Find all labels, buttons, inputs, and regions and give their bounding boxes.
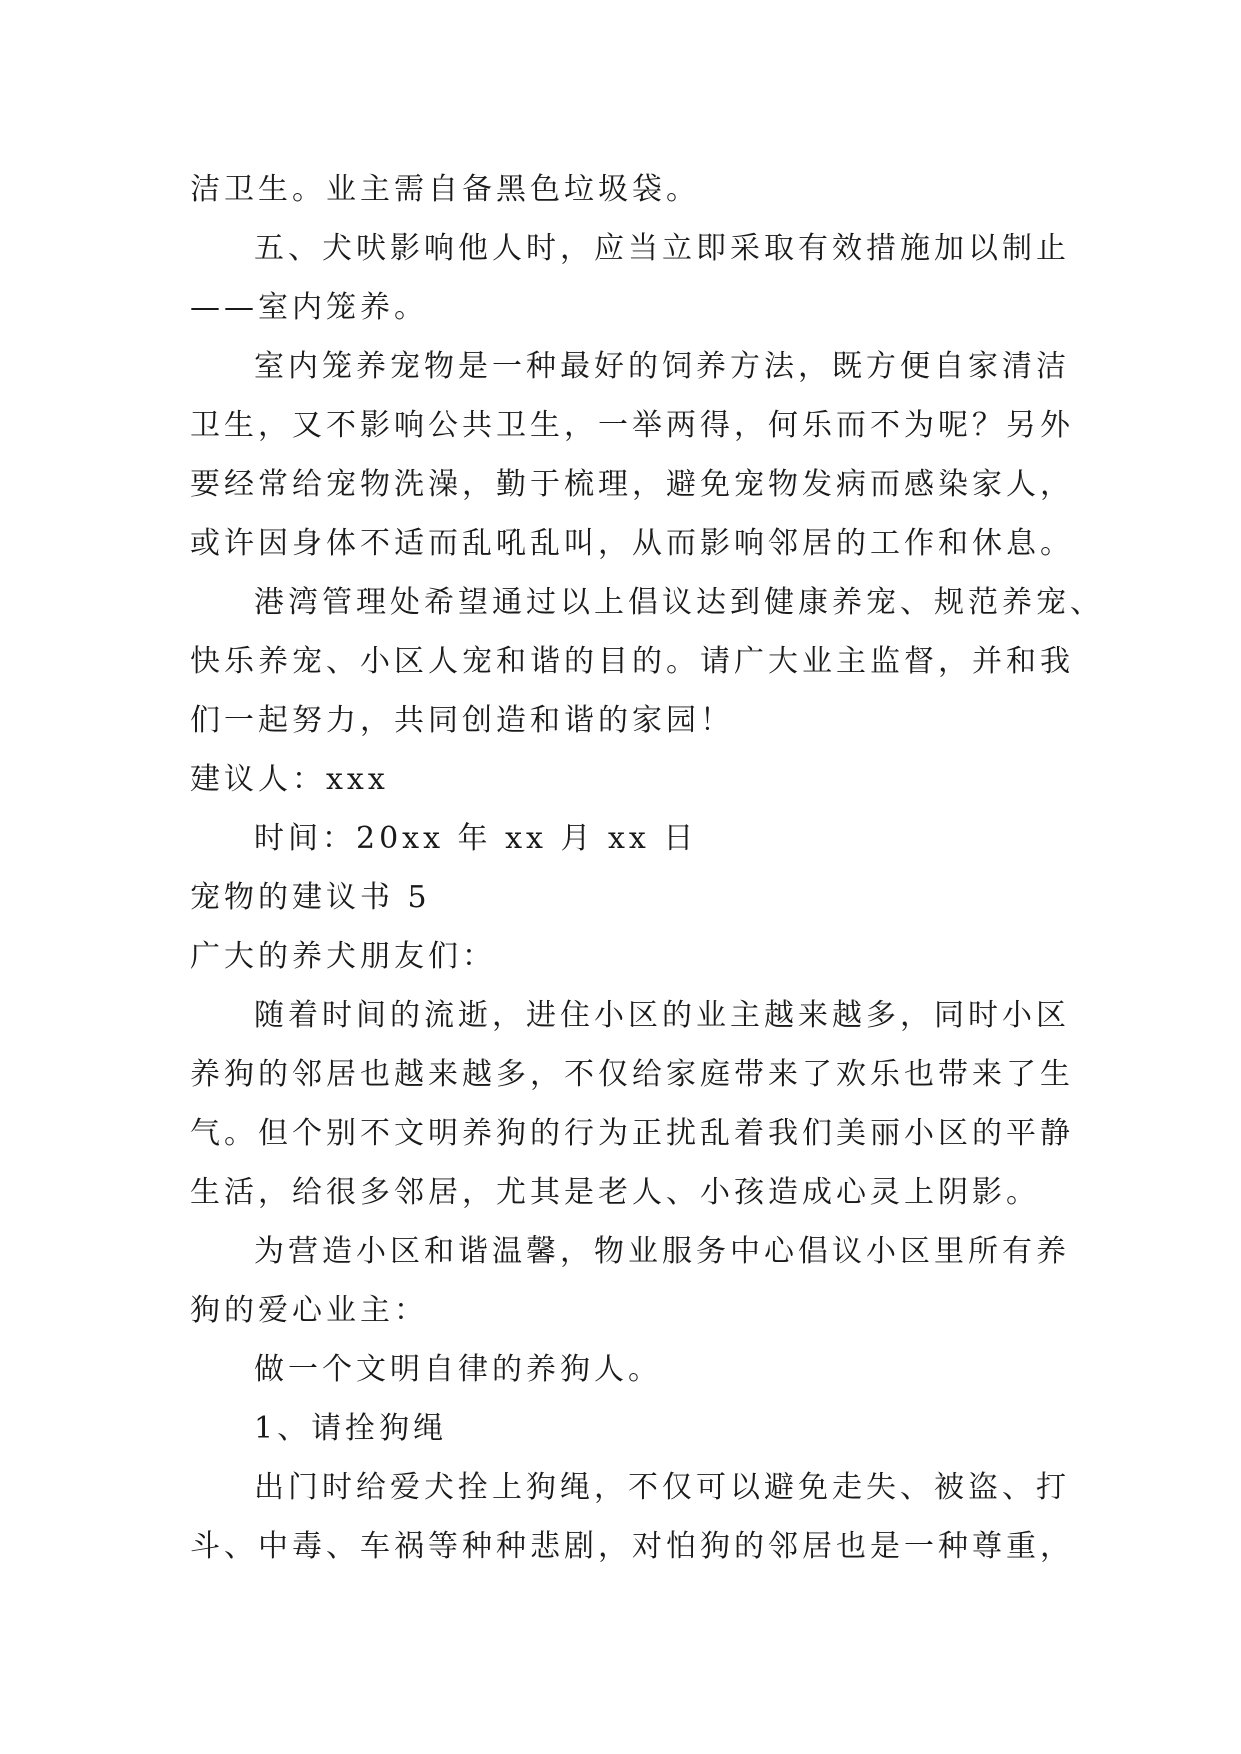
- document-body: [190, 160, 1104, 1576]
- section-title: 宠物的建议书 5: [190, 880, 431, 915]
- text-line: 随着时间的流逝，进住小区的业主越来越多，同时小区: [254, 998, 1070, 1033]
- text-line: 养狗的邻居也越来越多，不仅给家庭带来了欢乐也带来了生: [190, 1057, 1074, 1092]
- text-line: 狗的爱心业主：: [190, 1293, 428, 1328]
- text-line: 室内笼养宠物是一种最好的饲养方法，既方便自家清洁: [254, 349, 1070, 384]
- text-line: 斗、中毒、车祸等种种悲剧，对怕狗的邻居也是一种尊重，: [190, 1529, 1074, 1564]
- text-line: 生活，给很多邻居，尤其是老人、小孩造成心灵上阴影。: [190, 1175, 1040, 1210]
- text-line: 快乐养宠、小区人宠和谐的目的。请广大业主监督，并和我: [190, 644, 1074, 679]
- text-line: 出门时给爱犬拴上狗绳，不仅可以避免走失、被盗、打: [254, 1470, 1070, 1505]
- text-line: 港湾管理处希望通过以上倡议达到健康养宠、规范养宠、: [254, 585, 1104, 620]
- text-line: 洁卫生。业主需自备黑色垃圾袋。: [190, 172, 700, 207]
- text-line: 要经常给宠物洗澡，勤于梳理，避免宠物发病而感染家人，: [190, 467, 1074, 502]
- text-line: ——室内笼养。: [190, 290, 428, 325]
- text-line: 做一个文明自律的养狗人。: [254, 1352, 662, 1387]
- text-line: 五、犬吠影响他人时，应当立即采取有效措施加以制止: [254, 231, 1070, 266]
- text-line: 们一起努力，共同创造和谐的家园！: [190, 703, 734, 738]
- text-line: 为营造小区和谐温馨，物业服务中心倡议小区里所有养: [254, 1234, 1070, 1269]
- salutation: 广大的养犬朋友们：: [190, 939, 496, 974]
- list-heading: 1、请拴狗绳: [254, 1411, 448, 1446]
- text-line: 或许因身体不适而乱吼乱叫，从而影响邻居的工作和休息。: [190, 526, 1074, 561]
- signer-line: 建议人：xxx: [190, 762, 389, 797]
- text-line: 卫生，又不影响公共卫生，一举两得，何乐而不为呢？另外: [190, 408, 1074, 443]
- date-line: 时间：20xx 年 xx 月 xx 日: [254, 821, 698, 856]
- text-line: 气。但个别不文明养狗的行为正扰乱着我们美丽小区的平静: [190, 1116, 1074, 1151]
